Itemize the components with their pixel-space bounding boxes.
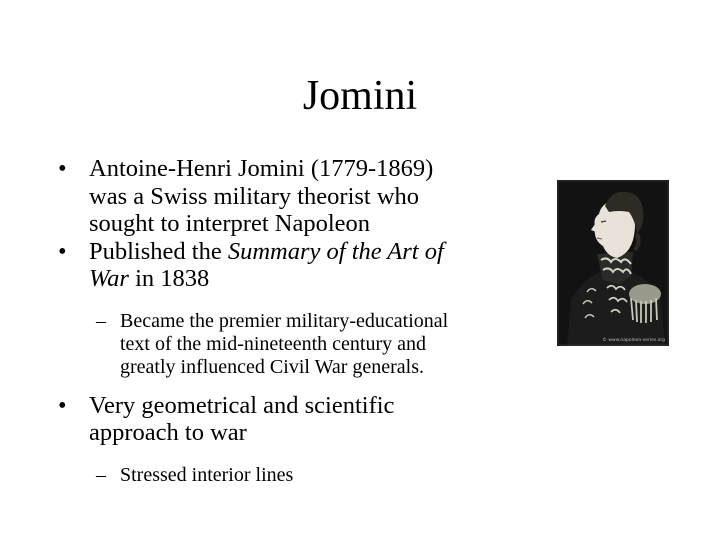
- slide-title: Jomini: [302, 73, 418, 119]
- bullet-line: sought to interpret Napoleon: [89, 210, 371, 237]
- bullet-item: [58, 238, 528, 293]
- book-title: War: [89, 265, 129, 292]
- book-title: Summary of the Art of: [227, 237, 444, 265]
- bullet-item: [58, 155, 528, 238]
- image-credit: © www.napoleon-series.org: [602, 338, 665, 343]
- sub-bullet-item: [58, 464, 528, 487]
- bullet-line: Very geometrical and scientific: [89, 391, 395, 419]
- sub-bullet-line: greatly influenced Civil War generals.: [120, 355, 425, 378]
- bullet-item: [58, 392, 528, 447]
- bullet-text: in 1838: [128, 265, 210, 292]
- bullet-marker: •: [58, 155, 67, 182]
- sub-bullet-line: text of the mid-nineteenth century and: [120, 332, 427, 355]
- sub-bullet-line: Became the premier military-educational: [120, 309, 449, 332]
- bullet-text: Published the: [89, 237, 228, 265]
- bullet-line: approach to war: [89, 419, 247, 446]
- bullet-line: [89, 238, 528, 266]
- portrait-image: [557, 180, 669, 346]
- sub-bullet-item: [58, 310, 528, 379]
- bullet-line: Antoine-Henri Jomini (1779-1869): [89, 155, 434, 182]
- sub-bullet-line: Stressed interior lines: [120, 463, 294, 486]
- bullet-marker: •: [58, 237, 67, 265]
- bullet-line: [89, 265, 528, 293]
- bullet-line: was a Swiss military theorist who: [89, 182, 420, 210]
- slide-body: [58, 155, 528, 487]
- dash-marker: –: [96, 463, 106, 486]
- portrait-drawing: [557, 180, 669, 346]
- bullet-marker: •: [58, 391, 67, 419]
- dash-marker: –: [96, 309, 106, 332]
